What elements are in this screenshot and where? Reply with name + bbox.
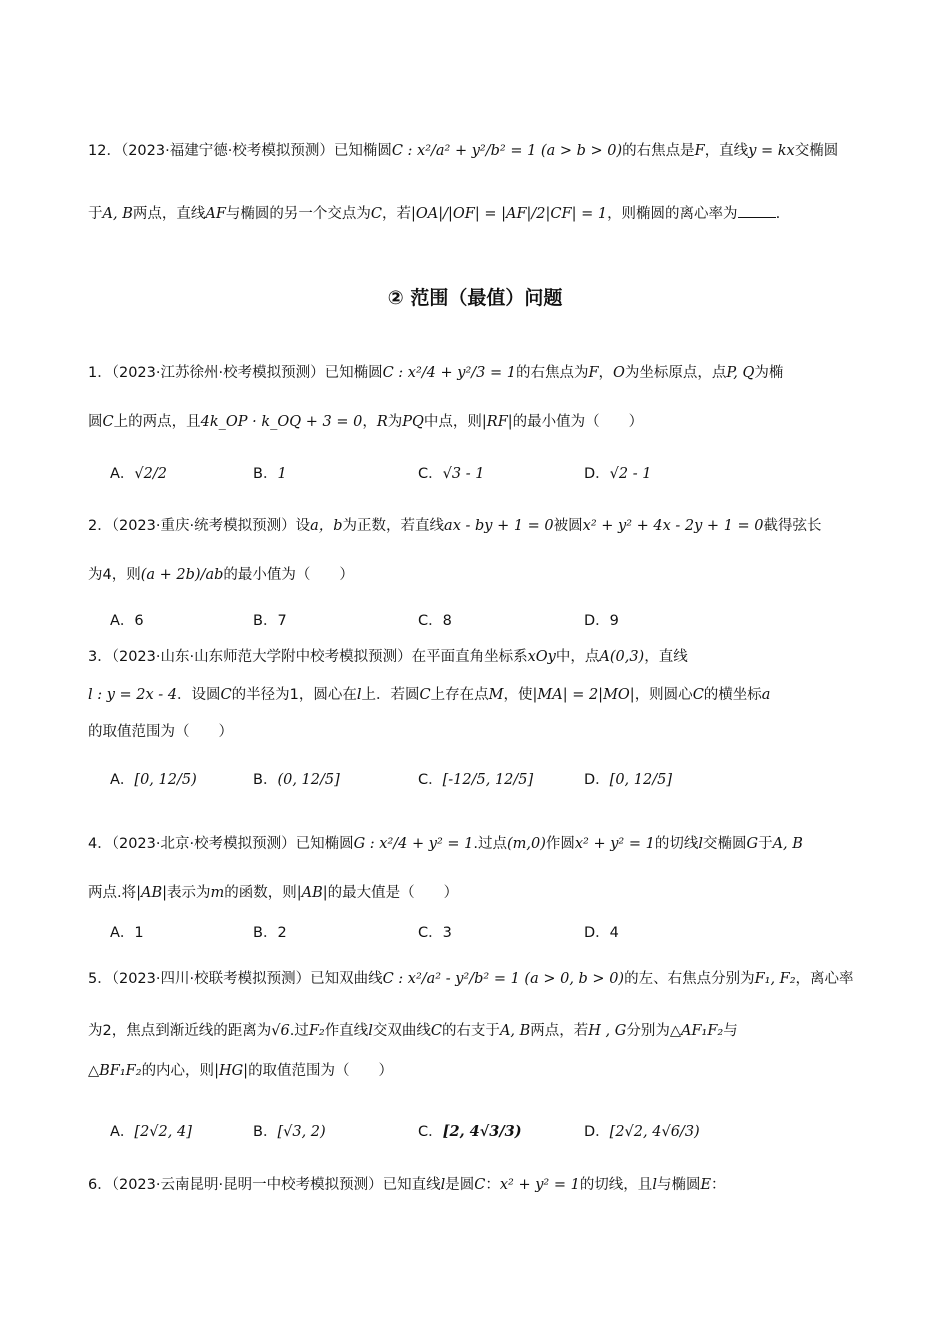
q5-option-d[interactable] xyxy=(584,1120,700,1141)
q1-text-5: 为椭 xyxy=(754,365,784,381)
option-label: C． xyxy=(418,1124,443,1140)
q1-text-11: 的最小值为（ ） xyxy=(512,414,644,430)
option-value: 8 xyxy=(442,613,452,629)
q6-l: l xyxy=(440,1177,446,1193)
option-value: [0, 12/5) xyxy=(134,772,197,788)
q5-text-5: .过 xyxy=(289,1023,309,1039)
q12-text: 12．（2023·福建宁德·校考模拟预测）已知椭圆 xyxy=(88,143,392,159)
option-value: 1 xyxy=(277,466,287,482)
option-label: D． xyxy=(584,613,610,629)
option-label: D． xyxy=(584,772,610,788)
q2-line-eq: ax - by + 1 = 0 xyxy=(444,518,554,534)
q1-text-2: 的右焦点为 xyxy=(515,365,589,381)
q1-PQ2: PQ xyxy=(402,414,424,430)
q1-PQ: P, Q xyxy=(726,365,755,381)
q5-line3 xyxy=(88,1060,393,1082)
q3-option-d[interactable] xyxy=(584,768,672,789)
option-value: (0, 12/5] xyxy=(277,772,340,788)
q6-text-5: 与椭圆 xyxy=(656,1177,701,1193)
option-value: 4 xyxy=(609,925,619,941)
q3-option-b[interactable] xyxy=(253,768,340,789)
q4-line2 xyxy=(88,882,458,904)
option-value: [2, 4√3/3) xyxy=(442,1123,522,1140)
q4-text-7: 两点.将 xyxy=(88,885,137,901)
q12-focus: F xyxy=(694,143,705,159)
q6-E: E xyxy=(700,1177,712,1193)
q1-options xyxy=(110,462,750,492)
q5-text-11: 与 xyxy=(723,1023,738,1039)
q5-HG: H , G xyxy=(588,1023,627,1039)
option-value: 9 xyxy=(609,613,619,629)
q12-period: . xyxy=(775,206,781,222)
option-label: D． xyxy=(584,925,610,941)
option-value: [2√2, 4] xyxy=(134,1124,192,1140)
q4-text-3: 作圆 xyxy=(545,836,575,852)
option-value: [√3, 2) xyxy=(277,1124,326,1140)
option-label: A． xyxy=(110,613,135,629)
q4-options xyxy=(110,921,750,951)
q3-C2: C xyxy=(419,687,431,703)
q1-text-8: ， xyxy=(362,414,377,430)
q5-C: C xyxy=(430,1023,442,1039)
q5-text-3: ，离心率 xyxy=(795,971,854,987)
q5-hyper: C : x²/a² - y²/b² = 1 (a > 0, b > 0) xyxy=(382,971,625,987)
q1-C: C xyxy=(102,414,114,430)
q4-text-5: 交椭圆 xyxy=(702,836,747,852)
q1-text-7: 上的两点，且 xyxy=(113,414,201,430)
q6-text-4: 的切线，且 xyxy=(579,1177,653,1193)
q5-text-2: 的左、右焦点分别为 xyxy=(624,971,755,987)
option-label: C． xyxy=(418,925,443,941)
q1-text: 1．（2023·江苏徐州·校考模拟预测）已知椭圆 xyxy=(88,365,383,381)
q5-text-7: 交双曲线 xyxy=(372,1023,431,1039)
q3-options xyxy=(110,768,750,798)
q5-line2 xyxy=(88,1020,738,1042)
q4-option-a[interactable] xyxy=(110,921,144,942)
option-value: [-12/5, 12/5] xyxy=(442,772,534,788)
q5-absHG: |HG| xyxy=(214,1063,249,1079)
q4-option-d[interactable] xyxy=(584,921,619,942)
q12-text-8: ，若 xyxy=(382,206,412,222)
q3-C: C xyxy=(220,687,232,703)
q3-cond: |MA| = 2|MO| xyxy=(532,687,635,703)
q1-R: R xyxy=(376,414,388,430)
q1-ellipse: C : x²/4 + y²/3 = 1 xyxy=(382,365,516,381)
q5-options xyxy=(110,1120,750,1150)
q12-c: C xyxy=(370,206,383,222)
q3-C3: C xyxy=(692,687,704,703)
q5-l: l xyxy=(368,1023,373,1039)
q3-M: M xyxy=(488,687,504,703)
q12-text-9: ，则椭圆的离心率为 xyxy=(607,206,738,222)
q4-AB: A, B xyxy=(772,836,803,852)
option-value: 1 xyxy=(134,925,144,941)
q3-text-8: ，使 xyxy=(503,687,533,703)
q5-tri1: △AF₁F₂ xyxy=(669,1023,724,1039)
option-label: A． xyxy=(110,466,135,482)
q1-line2 xyxy=(88,411,643,433)
q4-text: 4．（2023·北京·校考模拟预测）已知椭圆 xyxy=(88,836,354,852)
q2-expr: (a + 2b)/ab xyxy=(140,567,224,583)
option-value: 6 xyxy=(134,613,144,629)
q4-G: G xyxy=(746,836,759,852)
q5-text-6: 作直线 xyxy=(324,1023,369,1039)
q5-text-10: 分别为 xyxy=(626,1023,670,1039)
q12-text-5: 于 xyxy=(88,206,103,222)
q1-text-4: 为坐标原点，点 xyxy=(624,365,727,381)
q3-xoy: xOy xyxy=(527,649,556,665)
q4-l: l xyxy=(698,836,703,852)
option-value: [0, 12/5] xyxy=(609,772,672,788)
q3-A: A(0,3) xyxy=(599,649,645,665)
option-label: B． xyxy=(253,466,278,482)
q1-cond: 4k_OP · k_OQ + 3 = 0 xyxy=(200,414,363,430)
q5-option-c[interactable] xyxy=(418,1120,522,1141)
option-label: B． xyxy=(253,925,278,941)
q4-text-10: 的最大值是（ ） xyxy=(327,885,459,901)
q12-line1 xyxy=(88,140,838,162)
option-label: D． xyxy=(584,466,610,482)
q1-O: O xyxy=(613,365,625,381)
q6-C: C xyxy=(474,1177,486,1193)
q1-text-6: 圆 xyxy=(88,414,103,430)
q2-circle: x² + y² + 4x - 2y + 1 = 0 xyxy=(582,518,764,534)
option-label: B． xyxy=(253,1124,278,1140)
q5-F1F2: F₁, F₂ xyxy=(754,971,796,987)
option-value: 7 xyxy=(277,613,287,629)
q3-line1 xyxy=(88,646,688,668)
answer-blank[interactable] xyxy=(738,203,776,218)
section-title: ② 范围（最值）问题 xyxy=(387,287,563,309)
q1-option-b[interactable] xyxy=(253,462,287,483)
q2-option-b[interactable] xyxy=(253,609,287,630)
q12-line2 xyxy=(88,203,780,225)
q4-line1 xyxy=(88,833,803,855)
q4-option-b[interactable] xyxy=(253,921,287,942)
q3-text: 3．（2023·山东·山东师范大学附中校考模拟预测）在平面直角坐标系 xyxy=(88,649,528,665)
q2-line1 xyxy=(88,515,822,537)
q1-RF: |RF| xyxy=(481,414,513,430)
q4-text-4: 的切线 xyxy=(654,836,699,852)
q2-text-4: 截得弦长 xyxy=(763,518,822,534)
q3-text-4: ．设圆 xyxy=(177,687,221,703)
q5-text-8: 的右支于 xyxy=(441,1023,500,1039)
q3-text-9: ，则圆心 xyxy=(634,687,693,703)
q2-ab: a，b xyxy=(310,518,343,534)
q5-text-12: 的内心，则 xyxy=(141,1063,215,1079)
q2-text-6: 的最小值为（ ） xyxy=(223,567,354,583)
q2-text-2: 为正数，若直线 xyxy=(342,518,445,534)
q5-line1 xyxy=(88,968,854,990)
q1-option-c[interactable] xyxy=(418,462,484,483)
q6-text-3: ： xyxy=(485,1177,500,1193)
q6-circle: x² + y² = 1 xyxy=(499,1177,580,1193)
option-label: D． xyxy=(584,1124,610,1140)
option-value: √2/2 xyxy=(134,466,167,482)
q4-m: m xyxy=(210,885,225,901)
q4-text-2: .过点 xyxy=(473,836,507,852)
option-label: B． xyxy=(253,613,278,629)
q3-text-2: 中，点 xyxy=(555,649,600,665)
q6-text: 6．（2023·云南昆明·昆明一中校考模拟预测）已知直线 xyxy=(88,1177,441,1193)
q12-ratio: |OA|/|OF| = |AF|/2|CF| = 1 xyxy=(411,206,608,222)
q4-absAB2: |AB| xyxy=(296,885,328,901)
q1-F: F xyxy=(588,365,599,381)
q5-option-a[interactable] xyxy=(110,1120,192,1141)
q5-text-4: 为2，焦点到渐近线的距离为 xyxy=(88,1023,272,1039)
q5-AB: A, B xyxy=(499,1023,531,1039)
q4-pt: (m,0) xyxy=(506,836,546,852)
q5-text: 5．（2023·四川·校联考模拟预测）已知双曲线 xyxy=(88,971,383,987)
q2-option-d[interactable] xyxy=(584,609,619,630)
q1-option-a[interactable] xyxy=(110,462,167,483)
q3-text-6: 上．若圆 xyxy=(361,687,420,703)
q1-text-3: ， xyxy=(598,365,614,381)
option-label: A． xyxy=(110,772,135,788)
q3-option-c[interactable] xyxy=(418,768,533,789)
q4-text-8: 表示为 xyxy=(167,885,211,901)
q6-text-2: 是圆 xyxy=(445,1177,475,1193)
q3-line2 xyxy=(88,684,770,706)
q4-text-9: 的函数，则 xyxy=(224,885,297,901)
q12-text-6: 两点，直线 xyxy=(132,206,206,222)
q5-F2: F₂ xyxy=(308,1023,325,1039)
q2-text-3: 被圆 xyxy=(553,518,583,534)
q3-option-a[interactable] xyxy=(110,768,197,789)
q3-text-7: 上存在点 xyxy=(430,687,489,703)
q12-text-3: ，直线 xyxy=(704,143,749,159)
q4-absAB: |AB| xyxy=(136,885,168,901)
q6-l2: l xyxy=(652,1177,657,1193)
option-label: A． xyxy=(110,925,135,941)
q5-tri2: △BF₁F₂ xyxy=(88,1063,142,1079)
q2-line2 xyxy=(88,564,354,586)
q5-text-13: 的取值范围为（ ） xyxy=(248,1063,394,1079)
option-label: C． xyxy=(418,772,443,788)
option-label: A． xyxy=(110,1124,135,1140)
q2-options xyxy=(110,609,750,639)
q12-af: AF xyxy=(205,206,226,222)
option-label: B． xyxy=(253,772,278,788)
q5-sqrt6: √6 xyxy=(271,1023,290,1039)
q4-text-6: 于 xyxy=(758,836,773,852)
q3-text-11: 的取值范围为（ ） xyxy=(88,724,233,740)
q5-option-b[interactable] xyxy=(253,1120,326,1141)
q12-ellipse-eq: C : x²/a² + y²/b² = 1 (a > b > 0) xyxy=(391,143,623,159)
option-value: 2 xyxy=(277,925,287,941)
q12-text-7: 与椭圆的另一个交点为 xyxy=(225,206,371,222)
option-label: C． xyxy=(418,466,443,482)
option-value: √2 - 1 xyxy=(609,466,652,482)
option-value: 3 xyxy=(442,925,452,941)
q3-text-5: 的半径为1，圆心在 xyxy=(231,687,357,703)
q12-text-2: 的右焦点是 xyxy=(622,143,695,159)
q6-line1 xyxy=(88,1174,726,1196)
q12-line-eq: y = kx xyxy=(748,143,795,159)
q2-text-5: 为4，则 xyxy=(88,567,141,583)
q2-option-a[interactable] xyxy=(110,609,144,630)
q3-l: l xyxy=(356,687,362,703)
q2-text: 2．（2023·重庆·统考模拟预测）设 xyxy=(88,518,311,534)
q1-text-10: 中点，则 xyxy=(423,414,482,430)
q3-line3 xyxy=(88,721,233,743)
q3-a: a xyxy=(761,687,771,703)
q4-ellipse: G : x²/4 + y² = 1 xyxy=(353,836,474,852)
q12-text-4: 交椭圆 xyxy=(794,143,839,159)
q1-line1 xyxy=(88,362,783,384)
q1-text-9: 为 xyxy=(387,414,403,430)
q5-text-9: 两点，若 xyxy=(530,1023,589,1039)
option-value: [2√2, 4√6/3) xyxy=(609,1124,700,1140)
q6-text-6: ： xyxy=(711,1177,726,1193)
option-label: C． xyxy=(418,613,443,629)
q4-option-c[interactable] xyxy=(418,921,452,942)
q3-text-3: ，直线 xyxy=(644,649,688,665)
option-value: √3 - 1 xyxy=(442,466,485,482)
q1-option-d[interactable] xyxy=(584,462,651,483)
q3-l-eq: l : y = 2x - 4 xyxy=(88,687,178,703)
q4-circle: x² + y² = 1 xyxy=(574,836,655,852)
q2-option-c[interactable] xyxy=(418,609,452,630)
q3-text-10: 的横坐标 xyxy=(703,687,762,703)
q12-points: A, B xyxy=(102,206,133,222)
